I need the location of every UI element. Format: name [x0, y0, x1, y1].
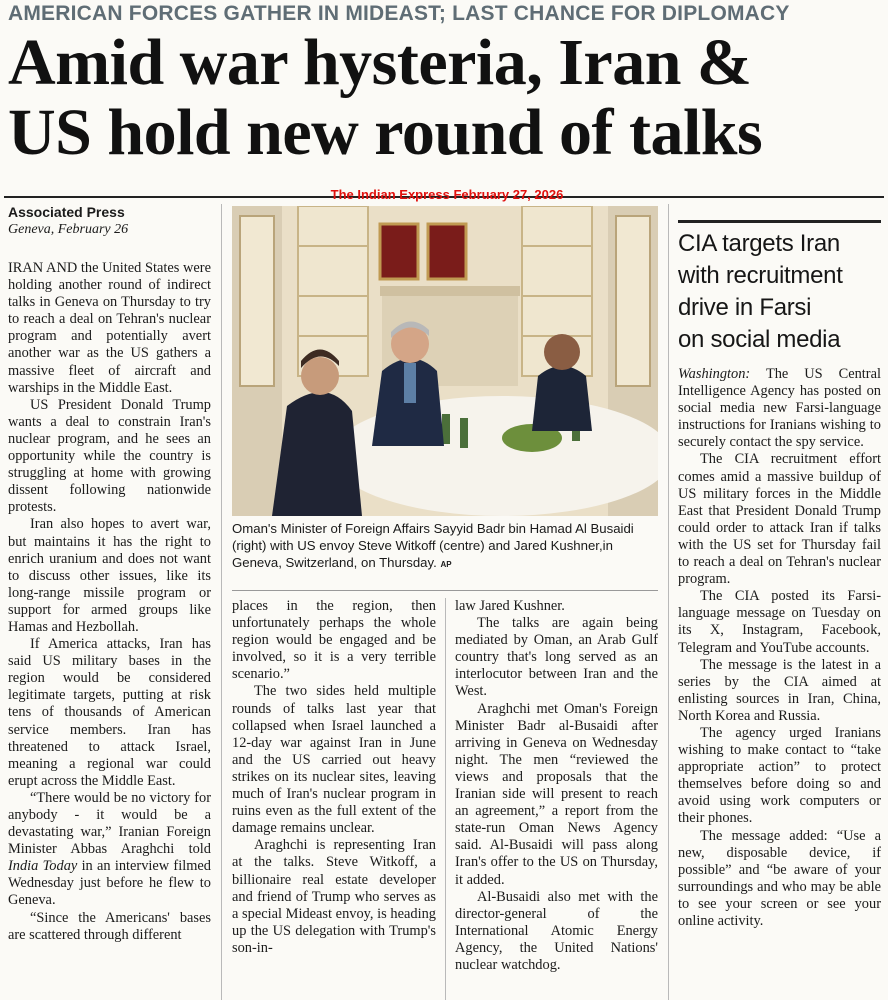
paragraph: The CIA recruitment effort comes amid a massive buildup of US military forces in the Middle East that President Donald Trump could order to attack Iran if talks with the US set for Thursday fail to reach a deal on Tehran's nuclear program.: [678, 451, 881, 588]
sidebar-headline: [678, 228, 884, 356]
paragraph: The agency urged Iranians wishing to make contact to “take appropriate action” to protect themselves before doing so and avoid using work computers or their phones.: [678, 724, 881, 827]
paragraph: US President Donald Trump wants a deal to constrain Iran's nuclear program, and he sees an opportunity while the country is struggling at home with growing dissent following nationwide protests.: [8, 396, 211, 516]
paragraph: The message added: “Use a new, disposable device, if possible” and “be aware of your surroundings and who may be able to see your screen or see your online activity.: [678, 827, 881, 929]
text-run: in an interview filmed Wednesday just before he flew to Geneva.: [8, 858, 211, 909]
headline: [8, 28, 880, 168]
article-column-2: [232, 598, 436, 1000]
kicker: AMERICAN FORCES GATHER IN MIDEAST; LAST CHANCE FOR DIPLOMACY: [8, 2, 790, 25]
photo-caption: [232, 520, 658, 573]
sidebar-headline-line: CIA targets Iran: [678, 230, 840, 257]
source-stamp: The Indian Express February 27, 2026: [330, 187, 564, 202]
caption-text: Oman's Minister of Foreign Affairs Sayyid Badr bin Hamad Al Busaidi (right) with US envoy Steve Witkoff (centre) and Jared Kushner,in Geneva, Switzerland, on Thursday.: [232, 521, 634, 570]
column-rule: [668, 204, 669, 1000]
paragraph: places in the region, then unfortunately perhaps the whole region would be engaged and be involved, so it is a very terrible scenario.”: [232, 598, 436, 683]
paragraph: The two sides held multiple rounds of talks last year that collapsed when Israel launched a 12-day war against Iran in June and the US carried out heavy strikes on its nuclear sites, leaving much of Iran's nuclear program in ruins even as the full extent of the damage remains unclear.: [232, 683, 436, 837]
sidebar-headline-line: on social media: [678, 326, 841, 353]
paragraph: “Since the Americans' bases are scattered through different: [8, 909, 211, 943]
paragraph: [678, 366, 881, 451]
caption-rule: [232, 590, 658, 591]
article-column-3: [455, 598, 658, 1000]
paragraph: The CIA posted its Farsi-language message on Tuesday on its X, Instagram, Facebook, Telegram and YouTube accounts.: [678, 588, 881, 656]
paragraph: Al-Busaidi also met with the director-general of the International Atomic Energy Agency, the United Nations' nuclear watchdog.: [455, 888, 658, 973]
column-rule: [221, 204, 222, 1000]
paragraph: law Jared Kushner.: [455, 598, 565, 614]
byline: [8, 204, 220, 238]
headline-line-2: US hold new round of talks: [8, 98, 763, 168]
paragraph: If America attacks, Iran has said US military bases in the region would be considered legitimate targets, putting at risk tens of thousands of American service members. Iran has threatened to attack Israel, meaning a regional war could erupt across the Middle East.: [8, 636, 211, 789]
sidebar-dateline: Washington:: [678, 366, 751, 382]
sidebar-story: [678, 366, 881, 986]
text-run: “There would be no victory for anybody - it would be a devastating war,” Iranian Foreign Minister Abbas Araghchi told: [8, 789, 211, 858]
paragraph: [8, 790, 211, 910]
text-run: The US Central Intelligence Agency has posted on social media new Farsi-language instructions for Iranians wishing to securely contact the spy service.: [678, 366, 881, 451]
paragraph: The talks are again being mediated by Oman, an Arab Gulf country that's long served as an interlocutor between Iran and the West.: [455, 615, 658, 700]
paragraph: Iran also hopes to avert war, but maintains it has the right to enrich uranium and does not want to discuss other issues, like its long-range missile program or support for armed groups like Hamas and Hezbollah.: [8, 516, 211, 635]
column-rule: [445, 598, 446, 1000]
byline-dateline: Geneva, February 26: [8, 222, 129, 237]
byline-agency: Associated Press: [8, 204, 125, 220]
paragraph: Araghchi met Oman's Foreign Minister Badr al-Busaidi after arriving in Geneva on Wednesday night. The men “reviewed the views and proposals that the Iranian side will present to reach an agreement,” a report from the state-run Oman News Agency said. Al-Busaidi will pass along Iran's offer to the US on Thursday, it added.: [455, 700, 658, 888]
paragraph: The message is the latest in a series by the CIA aimed at enlisting sources in Iran, China, North Korea and Russia.: [678, 656, 881, 724]
photo-illustration: [232, 206, 658, 516]
paragraph: IRAN AND the United States were holding another round of indirect talks in Geneva on Thursday to try to reach a deal on Tehran's nuclear program and potentially avert another war as the US gathers a massive fleet of aircraft and warships in the Middle East.: [8, 260, 211, 396]
article-photo: [232, 206, 658, 516]
photo-credit: AP: [440, 560, 452, 569]
publication-name: India Today: [8, 858, 78, 875]
paragraph: Araghchi is representing Iran at the talks. Steve Witkoff, a billionaire real estate developer and friend of Trump who serves as a special Mideast envoy, is heading up the US delegation with Trump's son-in-: [232, 837, 436, 956]
article-column-1: [8, 260, 211, 1000]
sidebar-headline-line: with recruitment: [678, 262, 843, 289]
headline-line-1: Amid war hysteria, Iran &: [8, 28, 752, 98]
sidebar-rule: [678, 220, 881, 223]
sidebar-headline-line: drive in Farsi: [678, 294, 812, 321]
